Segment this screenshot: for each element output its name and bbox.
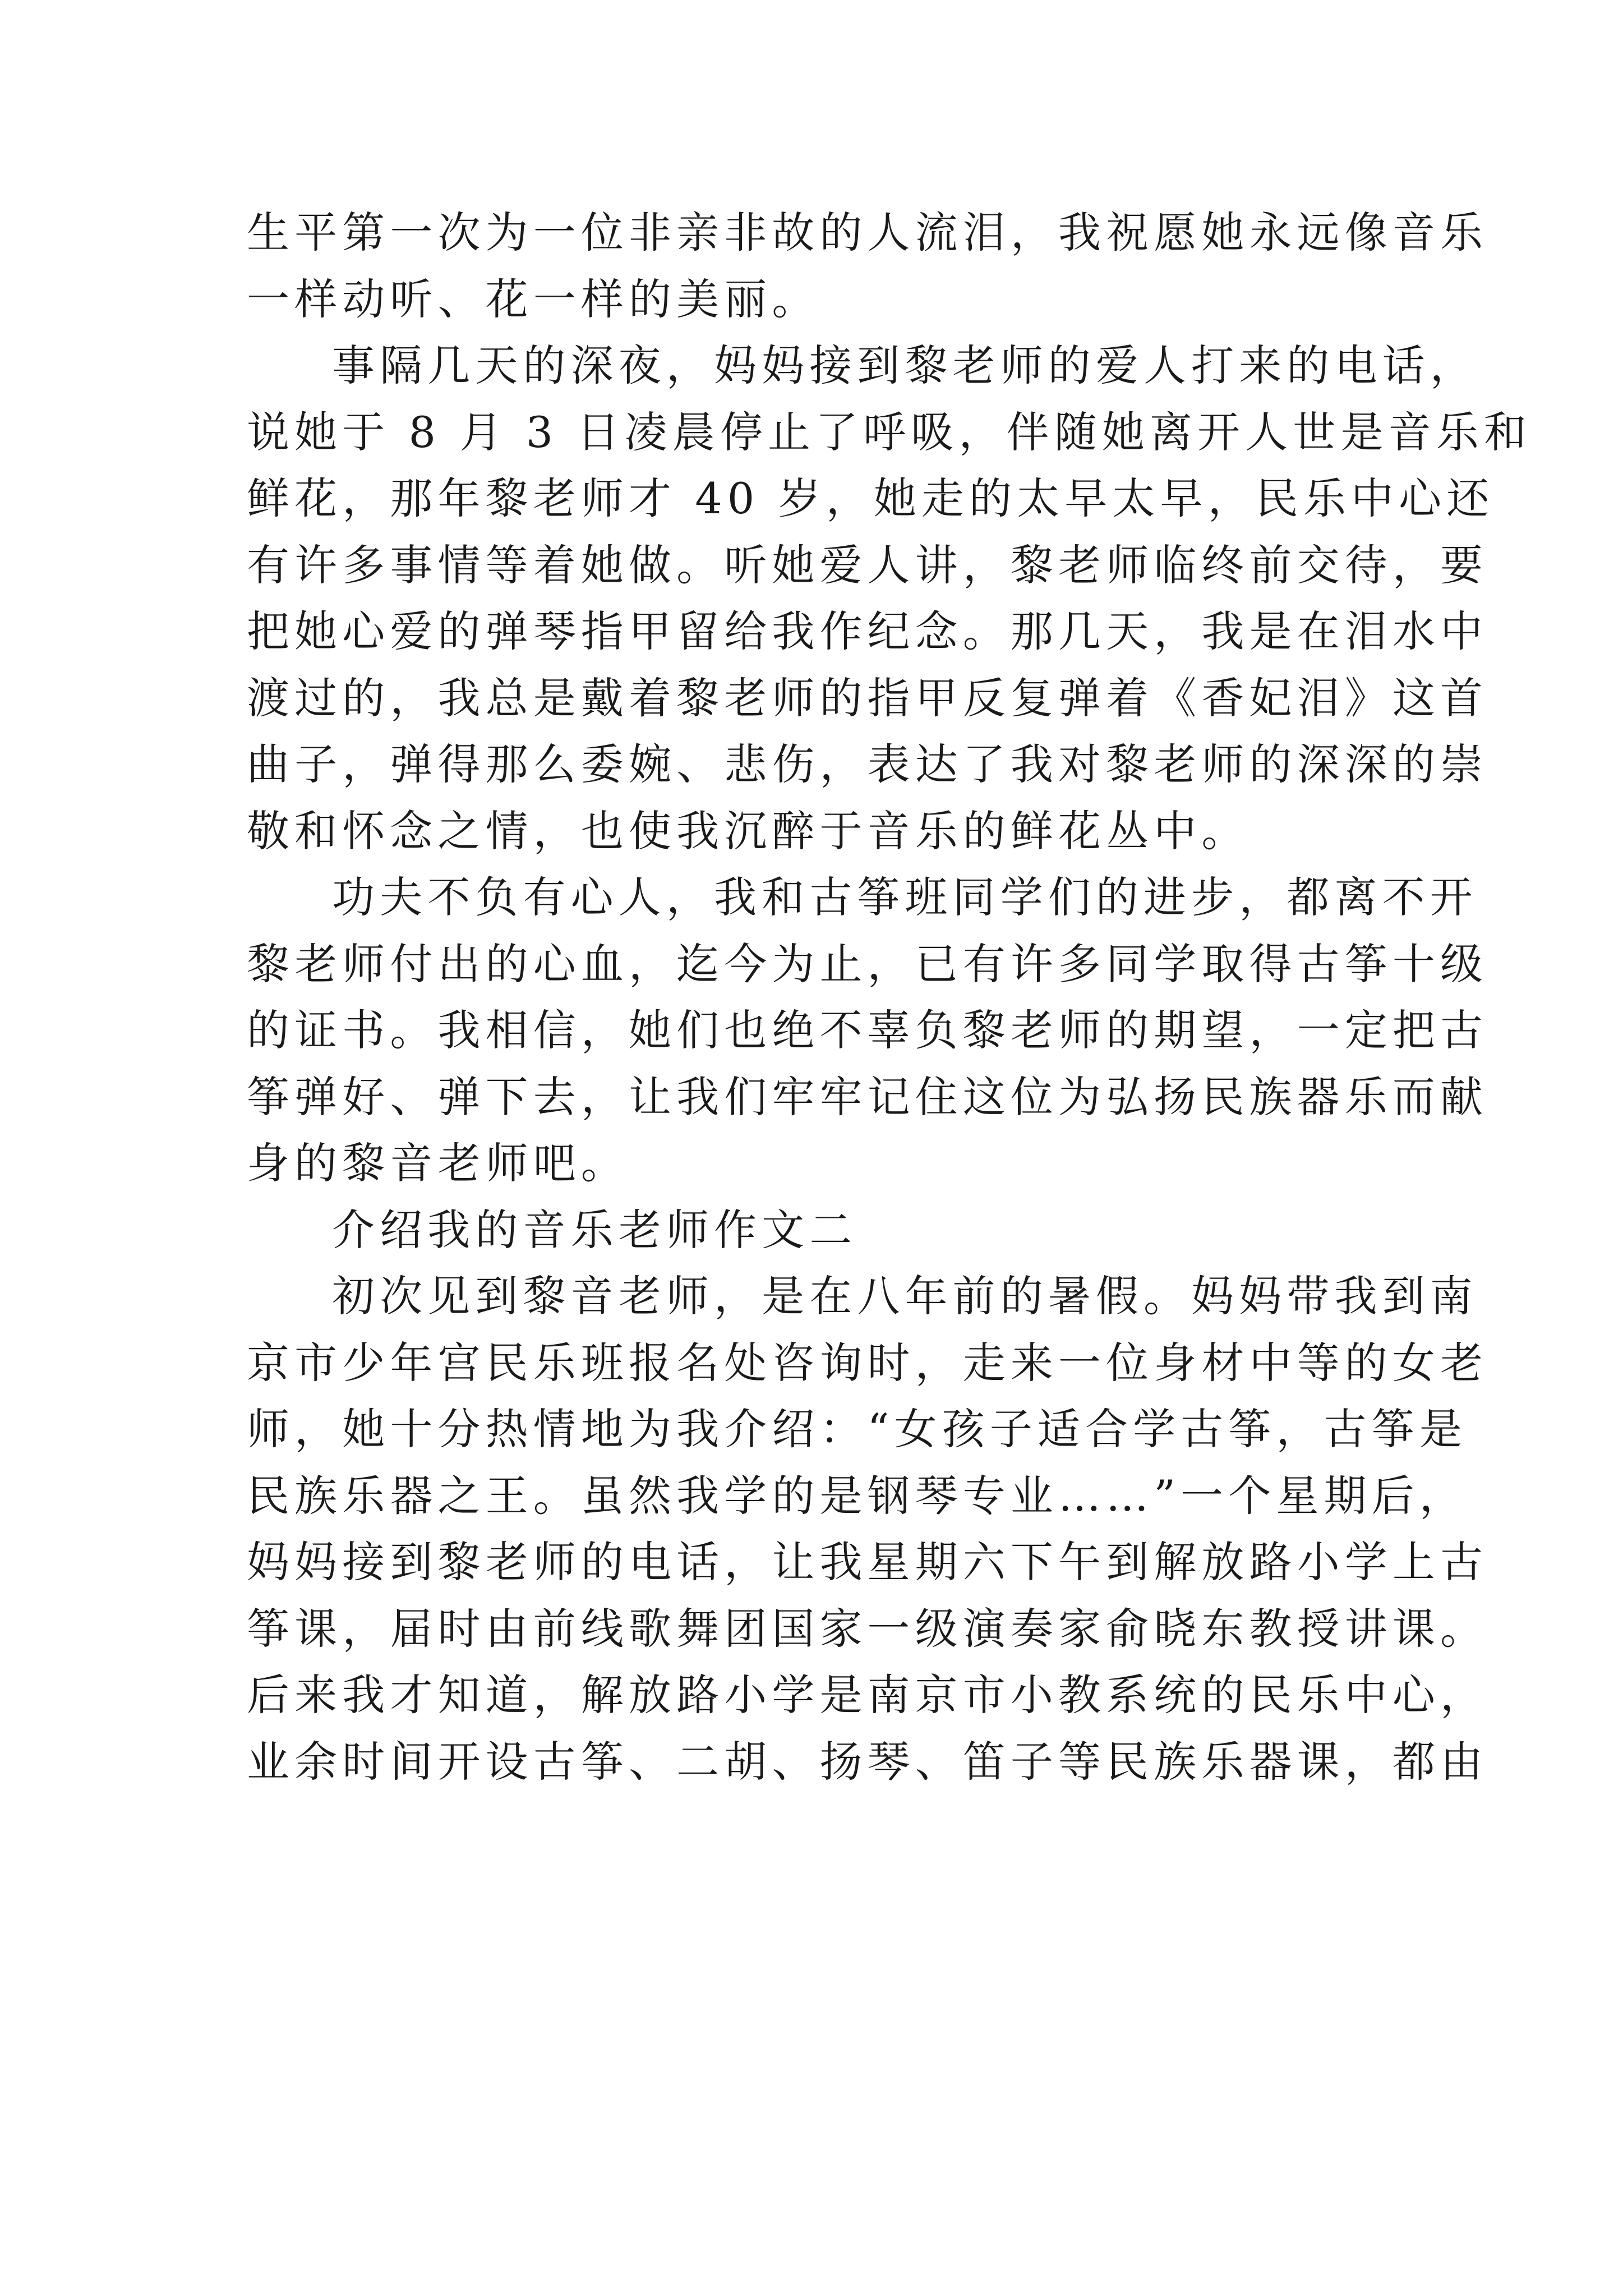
text-line: 业余时间开设古筝、二胡、扬琴、笛子等民族乐器课，都由 — [247, 1736, 1488, 1787]
paragraph-first-line: 事隔几天的深夜，妈妈接到黎老师的爱人打来的电话， — [332, 341, 1478, 390]
text-line: 生平第一次为一位非亲非故的人流泪，我祝愿她永远像音乐 — [247, 208, 1488, 257]
text-line: 一样动听、花一样的美丽。 — [247, 274, 820, 324]
text-line: 敬和怀念之情，也使我沉醉于音乐的鲜花丛中。 — [247, 806, 1249, 856]
text-line: 的证书。我相信，她们也绝不辜负黎老师的期望，一定把古 — [247, 1005, 1488, 1055]
text-line: 京市少年宫民乐班报名处咨询时，走来一位身材中等的女老 — [247, 1337, 1488, 1388]
text-line: 身的黎音老师吧。 — [247, 1138, 629, 1188]
body-text — [247, 200, 1532, 1795]
text-line: 曲子，弹得那么委婉、悲伤，表达了我对黎老师的深深的崇 — [247, 739, 1488, 789]
text-line: 把她心爱的弹琴指甲留给我作纪念。那几天，我是在泪水中 — [247, 606, 1488, 656]
paragraph-first-line: 介绍我的音乐老师作文二 — [332, 1204, 857, 1255]
paragraph-first-line: 功夫不负有心人，我和古筝班同学们的进步，都离不开 — [332, 872, 1478, 922]
text-line: 有许多事情等着她做。听她爱人讲，黎老师临终前交待，要 — [247, 540, 1488, 590]
paragraph-first-line: 初次见到黎音老师，是在八年前的暑假。妈妈带我到南 — [332, 1271, 1478, 1321]
text-line: 妈妈接到黎老师的电话，让我星期六下午到解放路小学上古 — [247, 1537, 1488, 1587]
text-line: 渡过的，我总是戴着黎老师的指甲反复弹着《香妃泪》这首 — [247, 673, 1488, 723]
text-line: 说她于 8 月 3 日凌晨停止了呼吸，伴随她离开人世是音乐和 — [247, 407, 1532, 457]
text-line: 筝弹好、弹下去，让我们牢牢记住这位为弘扬民族器乐而献 — [247, 1071, 1488, 1122]
text-line: 师，她十分热情地为我介绍：“女孩子适合学古筝，古筝是 — [247, 1404, 1467, 1454]
text-line: 筝课，届时由前线歌舞团国家一级演奏家俞晓东教授讲课。 — [247, 1603, 1488, 1654]
text-line: 鲜花，那年黎老师才 40 岁，她走的太早太早，民乐中心还 — [247, 473, 1495, 523]
text-line: 民族乐器之王。虽然我学的是钢琴专业……”一个星期后， — [247, 1470, 1467, 1521]
text-line: 后来我才知道，解放路小学是南京市小教系统的民乐中心， — [247, 1670, 1488, 1720]
text-line: 黎老师付出的心血，迄今为止，已有许多同学取得古筝十级 — [247, 938, 1488, 989]
